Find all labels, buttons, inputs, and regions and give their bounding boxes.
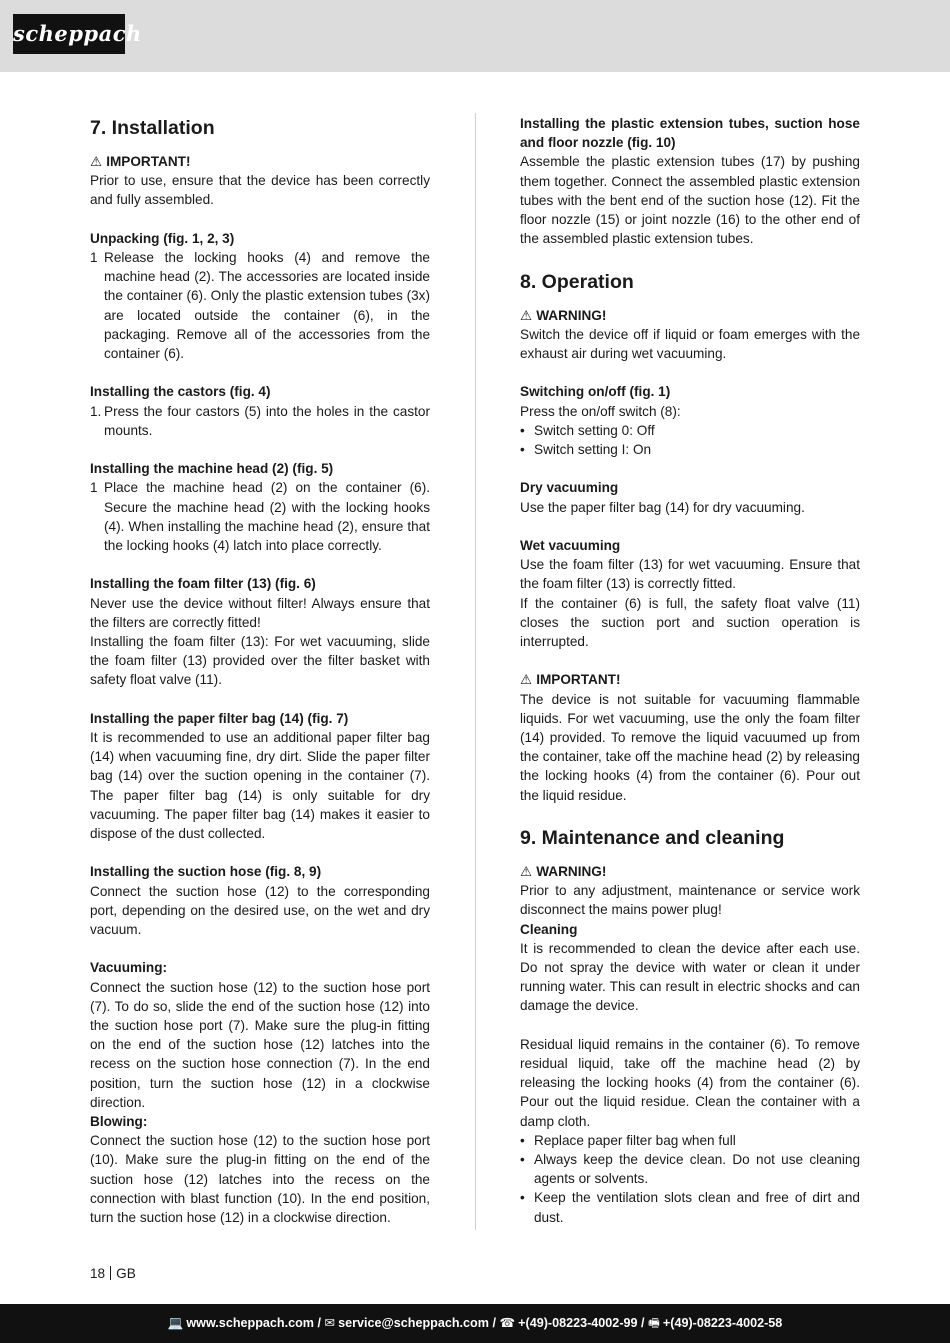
section-title-operation: 8. Operation — [520, 270, 634, 293]
wet-vacuuming-heading: Wet vacuuming — [520, 538, 621, 553]
warning-label: ⚠ WARNING! — [520, 862, 860, 881]
page-number: 18 — [90, 1266, 106, 1281]
fax-number: +(49)-08223-4002-58 — [662, 1316, 783, 1330]
phone-icon: ☎ — [499, 1316, 516, 1330]
warning-label: ⚠ WARNING! — [520, 306, 860, 325]
cleaning-text: It is recommended to clean the device after each use. Do not spray the device with water or clean it under running water. This can result in electric shocks and can damage the device. — [520, 940, 860, 1014]
suction-hose-heading: Installing the suction hose (fig. 8, 9) — [90, 864, 322, 880]
wet-vacuuming-text: Use the foam filter (13) for wet vacuuming. Ensure that the foam filter (13) is correctly fitted. — [520, 557, 860, 592]
language-code: GB — [116, 1266, 136, 1281]
blowing-heading: Blowing: — [90, 1114, 148, 1130]
section-title-maintenance: 9. Maintenance and cleaning — [520, 827, 785, 850]
warning-triangle-icon: ⚠ — [90, 154, 103, 169]
list-item: 1 Release the locking hooks (4) and remove the machine head (2). The accessories are located inside the container (6). Only the plastic extension tubes (3x) are located outside the container (6), in the packaging. Remove all of the accessories from the container (6). — [90, 250, 430, 362]
dry-vacuuming-heading: Dry vacuuming — [520, 480, 619, 496]
important-text: The device is not suitable for vacuuming flammable liquids. For wet vacuuming, use the only the foam filter (14) provided. To remove the liquid vacuumed up from the container, take off the machine head (2) by releasing the locking hooks (4) from the container (6). Pour out the liquid residue. — [520, 691, 860, 803]
important-label: ⚠ IMPORTANT! — [520, 670, 860, 689]
foam-filter-heading: Installing the foam filter (13) (fig. 6) — [90, 576, 316, 592]
warning-triangle-icon: ⚠ — [520, 307, 533, 323]
castors-heading: Installing the castors (fig. 4) — [90, 384, 271, 400]
list-item: • Switch setting 0: Off — [520, 422, 655, 438]
cleaning-heading: Cleaning — [520, 921, 578, 937]
email-link[interactable]: service@scheppach.com / — [338, 1316, 496, 1330]
warning-triangle-icon: ⚠ — [520, 864, 533, 880]
warning-text: Prior to any adjustment, maintenance or service work disconnect the mains power plug! — [520, 883, 860, 918]
contact-bar — [0, 1304, 950, 1343]
list-item: • Keep the ventilation slots clean and free of dirt and dust. — [520, 1190, 860, 1225]
fax-icon: 🖷 — [648, 1316, 660, 1330]
vacuuming-text: Connect the suction hose (12) to the suction hose port (7). To do so, slide the end of the suction hose (12) into the suction hose port (7). Make sure the plug-in fitting on the end of the suction hose (12) latches into the recess on the suction hose connection (7). In the end position, turn the suction hose (12) in a clockwise direction. — [90, 979, 430, 1110]
important-text: Prior to use, ensure that the device has been correctly and fully assembled. — [90, 173, 430, 208]
list-item: • Switch setting I: On — [520, 442, 652, 458]
blowing-text: Connect the suction hose (12) to the suction hose port (10). Make sure the plug-in fitting on the end of the suction hose (12) latches into the recess on the connection with blast function (10). In the end position, turn the suction hose (12) in a clockwise direction. — [90, 1133, 430, 1226]
ext-tubes-text: Assemble the plastic extension tubes (17) by pushing them together. Connect the assembled plastic extension tubes with the bent end of the suction hose (12). Fit the floor nozzle (15) or joint nozzle (16) to the other end of the assembled plastic extension tubes. — [520, 154, 860, 247]
paper-filter-heading: Installing the paper filter bag (14) (fig. 7) — [90, 710, 349, 726]
left-column — [90, 114, 430, 1227]
scheppach-logo: scheppach — [13, 14, 125, 54]
list-item: • Always keep the device clean. Do not use cleaning agents or solvents. — [520, 1152, 860, 1187]
ext-tubes-heading: Installing the plastic extension tubes, suction hose and floor nozzle (fig. 10) — [520, 116, 860, 151]
website-link[interactable]: www.scheppach.com / — [186, 1316, 321, 1330]
warning-text: Switch the device off if liquid or foam emerges with the exhaust air during wet vacuuming. — [520, 326, 860, 362]
wet-vacuuming-text-2: If the container (6) is full, the safety float valve (11) closes the suction port and suction operation is interrupted. — [520, 595, 860, 650]
suction-hose-text: Connect the suction hose (12) to the corresponding port, depending on the desired use, on the wet and dry vacuum. — [90, 883, 430, 938]
page-footer — [90, 1264, 136, 1283]
vacuuming-heading: Vacuuming: — [90, 960, 168, 976]
unpacking-heading: Unpacking (fig. 1, 2, 3) — [90, 230, 235, 246]
cleaning-text-2: Residual liquid remains in the container (6). To remove residual liquid, take off the machine head (2) by releasing the locking hooks (4) from the container (6). Pour out the liquid residue. Clean the container with a damp cloth. — [520, 1036, 860, 1129]
dry-vacuuming-text: Use the paper filter bag (14) for dry vacuuming. — [520, 499, 805, 515]
foam-filter-text-2: Installing the foam filter (13): For wet vacuuming, slide the foam filter (13) provided over the filter basket with safety float valve (11). — [90, 634, 430, 688]
divider — [110, 1266, 111, 1280]
section-title-installation: 7. Installation — [90, 117, 215, 139]
switching-heading: Switching on/off (fig. 1) — [520, 384, 671, 400]
mail-icon: ✉ — [324, 1316, 336, 1330]
machine-head-heading: Installing the machine head (2) (fig. 5) — [90, 461, 334, 477]
paper-filter-text: It is recommended to use an additional paper filter bag (14) when vacuuming fine, dry dirt. Slide the paper filter bag (14) over the suction opening in the container (7). The paper filter bag (14) is only suitable for dry vacuuming. The paper filter bag (14) makes it easier to dispose of the dust collected. — [90, 730, 430, 842]
phone-number: +(49)-08223-4002-99 / — [518, 1316, 645, 1330]
warning-triangle-icon: ⚠ — [520, 672, 533, 688]
right-column — [520, 114, 860, 1227]
list-item: 1. Press the four castors (5) into the holes in the castor mounts. — [90, 403, 430, 438]
computer-icon: 💻 — [167, 1316, 184, 1330]
important-label: ⚠ IMPORTANT! — [90, 152, 430, 171]
column-divider — [475, 113, 476, 1230]
switching-text: Press the on/off switch (8): — [520, 403, 681, 419]
list-item: 1 Place the machine head (2) on the container (6). Secure the machine head (2) with the locking hooks (4). When installing the machine head (2), ensure that the locking hooks (4) latch into place correctly. — [90, 480, 430, 554]
header-bar — [0, 0, 950, 72]
list-item: • Replace paper filter bag when full — [520, 1132, 736, 1148]
foam-filter-text: Never use the device without filter! Always ensure that the filters are correctly fitted! — [90, 595, 430, 630]
